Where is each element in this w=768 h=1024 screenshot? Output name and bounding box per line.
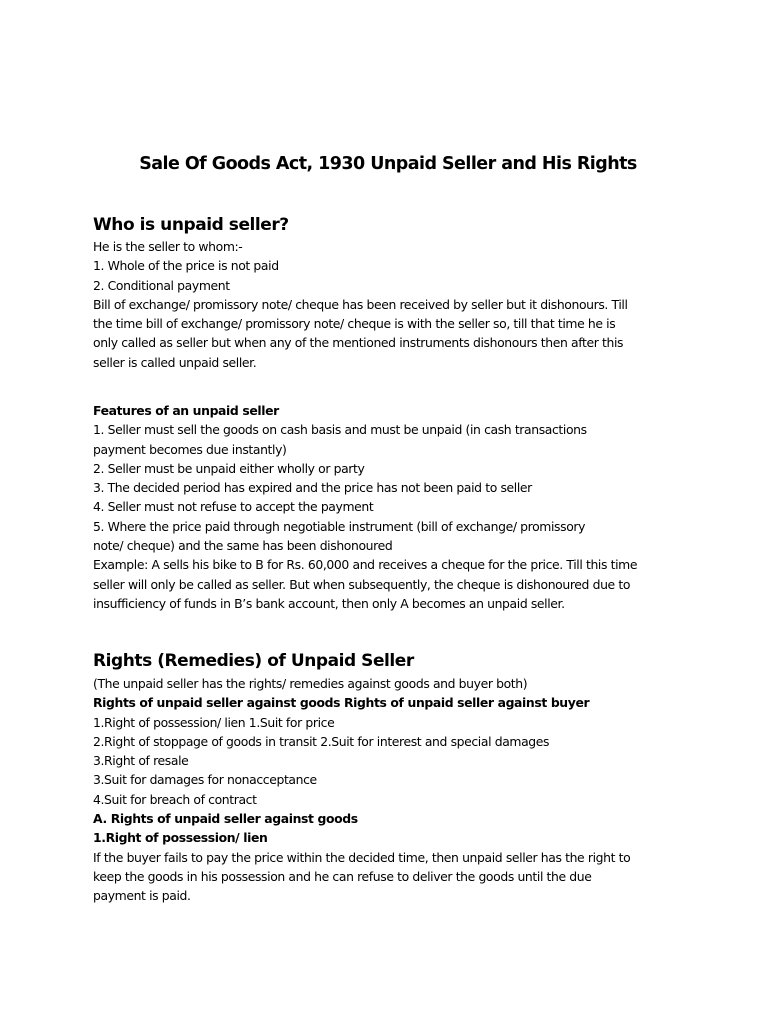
subheading-right-of-possession: 1.Right of possession/ lien	[93, 830, 268, 846]
paragraph-line: Bill of exchange/ promissory note/ cheque has been received by seller but it dishonours. Till	[93, 296, 628, 312]
paragraph-line: 2. Seller must be unpaid either wholly or party	[93, 460, 365, 476]
paragraph-line: payment is paid.	[93, 888, 191, 904]
paragraph-line: payment becomes due instantly)	[93, 441, 287, 457]
paragraph-line: 3. The decided period has expired and the price has not been paid to seller	[93, 480, 532, 496]
heading-who-is-unpaid-seller: Who is unpaid seller?	[93, 215, 289, 235]
paragraph-line: note/ cheque) and the same has been dishonoured	[93, 538, 393, 554]
paragraph-line: the time bill of exchange/ promissory note/ cheque is with the seller so, till that time he is	[93, 316, 616, 332]
paragraph-line: (The unpaid seller has the rights/ remedies against goods and buyer both)	[93, 676, 528, 691]
list-item: 3.Suit for damages for nonacceptance	[93, 772, 317, 788]
paragraph-line: He is the seller to whom:-	[93, 239, 243, 254]
rights-columns-heading: Rights of unpaid seller against goods Rights of unpaid seller against buyer	[93, 695, 590, 711]
section2-body	[93, 401, 683, 613]
paragraph-line: insufficiency of funds in B’s bank account, then only A becomes an unpaid seller.	[93, 595, 565, 611]
paragraph-line: 4. Seller must not refuse to accept the payment	[93, 499, 374, 515]
paragraph-line: If the buyer fails to pay the price within the decided time, then unpaid seller has the right to	[93, 849, 631, 865]
paragraph-line: only called as seller but when any of the mentioned instruments dishonours then after this	[93, 335, 624, 351]
paragraph-line: 1. Whole of the price is not paid	[93, 258, 279, 274]
paragraph-line: 2. Conditional payment	[93, 277, 230, 293]
paragraph-line: 5. Where the price paid through negotiable instrument (bill of exchange/ promissory	[93, 518, 586, 534]
document-page	[93, 0, 683, 1024]
list-item: 2.Right of stoppage of goods in transit 2.Suit for interest and special damages	[93, 733, 550, 749]
paragraph-line: keep the goods in his possession and he can refuse to deliver the goods until the due	[93, 868, 592, 884]
list-item: 1.Right of possession/ lien 1.Suit for price	[93, 714, 335, 730]
paragraph-line: 1. Seller must sell the goods on cash basis and must be unpaid (in cash transactions	[93, 422, 587, 438]
section3-body	[93, 674, 683, 906]
heading-features-of-unpaid-seller: Features of an unpaid seller	[93, 403, 279, 418]
heading-rights-of-unpaid-seller: Rights (Remedies) of Unpaid Seller	[93, 651, 414, 671]
paragraph-line: Example: A sells his bike to B for Rs. 60,000 and receives a cheque for the price. Till this time	[93, 557, 638, 573]
list-item: 4.Suit for breach of contract	[93, 791, 257, 807]
section1-body	[93, 237, 683, 372]
subheading-rights-against-goods: A. Rights of unpaid seller against goods	[93, 811, 358, 827]
list-item: 3.Right of resale	[93, 753, 189, 769]
paragraph-line: seller will only be called as seller. But when subsequently, the cheque is dishonoured due to	[93, 576, 631, 592]
document-title: Sale Of Goods Act, 1930 Unpaid Seller and His Rights	[139, 154, 637, 174]
paragraph-line: seller is called unpaid seller.	[93, 354, 257, 370]
